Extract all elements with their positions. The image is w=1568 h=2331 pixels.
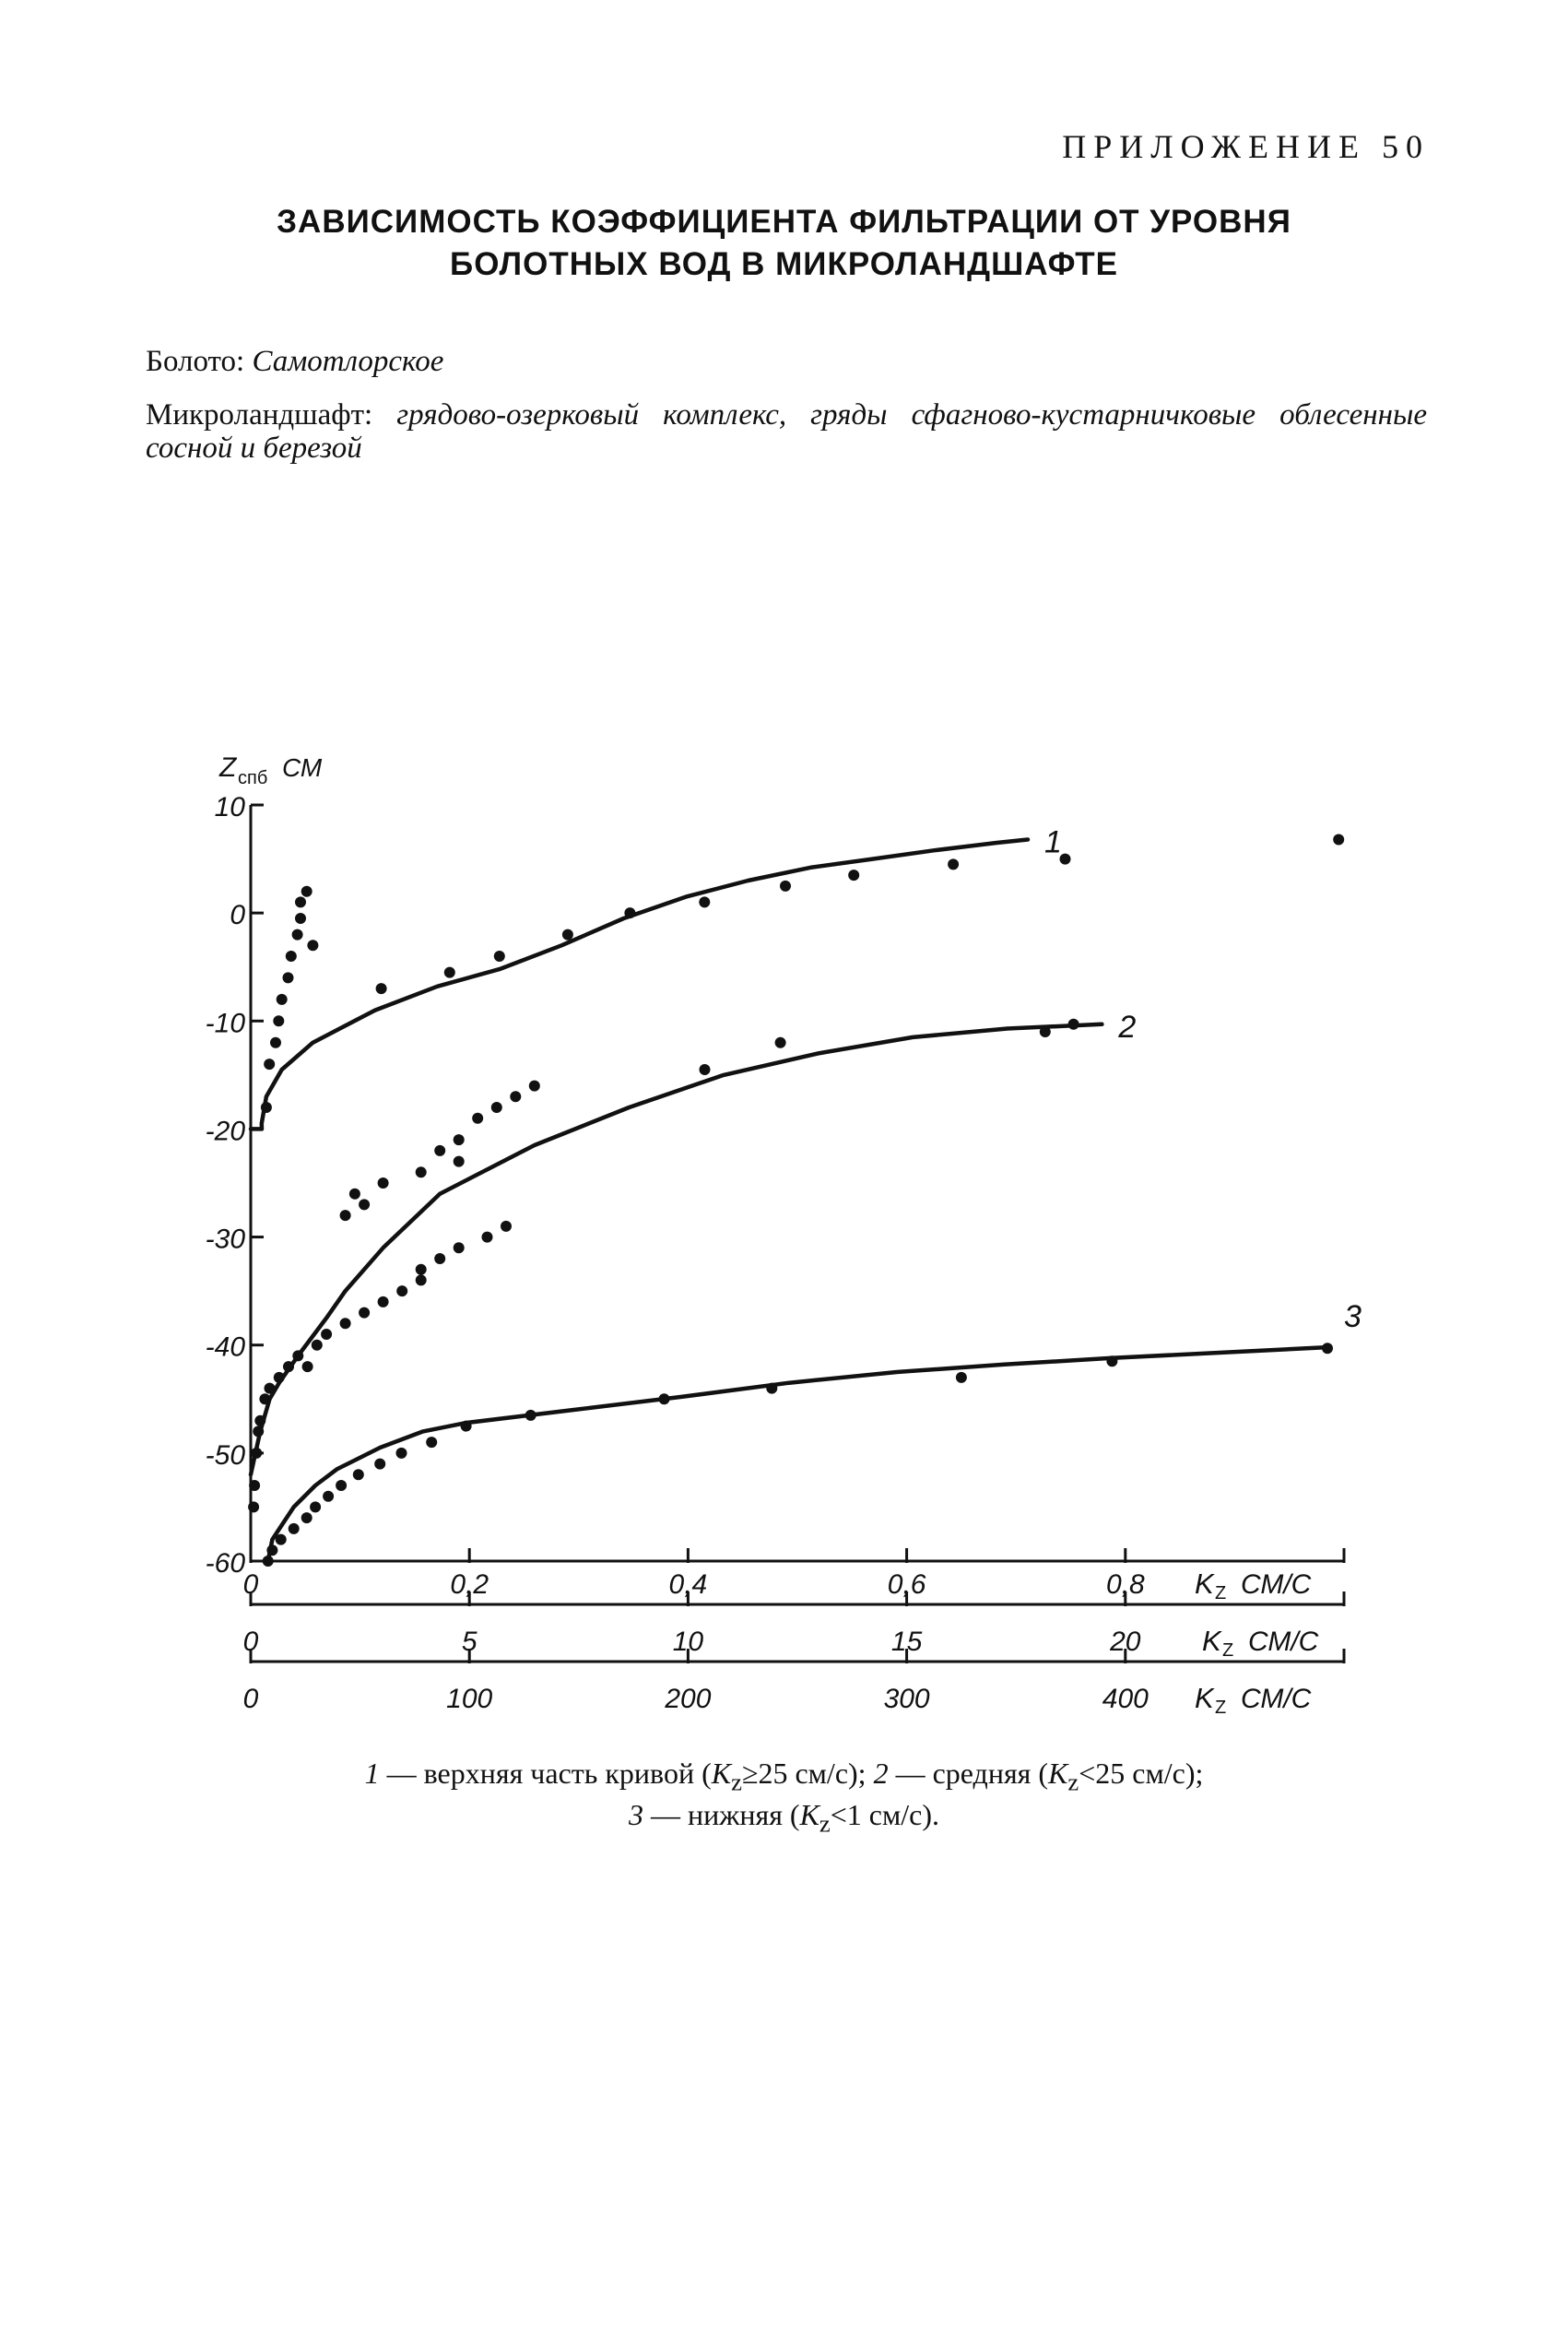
data-point-series-3 [766,1383,777,1394]
data-point-series-2 [1040,1026,1051,1037]
data-point-series-2 [775,1037,786,1048]
x-axis-title-sub: Z [1215,1698,1227,1718]
x-tick-label: 400 [1102,1684,1149,1714]
data-point-series-3 [426,1437,437,1448]
data-point-series-3 [956,1372,967,1383]
data-point-series-2 [416,1166,427,1177]
caption-line-1 [0,1757,1568,1798]
data-point-series-1 [848,870,859,881]
data-point-series-3 [525,1410,536,1421]
data-point-series-2 [529,1081,540,1092]
data-point-series-1 [376,983,387,994]
data-point-series-2 [434,1145,445,1156]
x-axis-title: K [1195,1682,1214,1714]
data-point-series-2 [416,1264,427,1275]
x-tick-label: 0 [242,1569,259,1600]
data-point-series-2 [274,1372,285,1383]
data-point-series-2 [340,1318,351,1329]
data-point-series-2 [454,1156,465,1167]
data-point-series-3 [323,1491,334,1502]
x-tick-label: 5 [461,1627,477,1657]
caption-text-1b: ≥25 см/с); [741,1757,874,1790]
caption-text-1: — верхняя часть кривой ( [379,1757,712,1790]
data-point-series-1 [273,1015,284,1026]
data-point-series-2 [283,1361,294,1372]
x-tick-label: 0 [242,1627,259,1657]
data-point-series-1 [270,1037,281,1048]
caption-k-3: K [799,1798,819,1832]
data-point-series-2 [249,1480,260,1491]
data-point-series-2 [321,1329,332,1340]
data-point-series-2 [349,1189,360,1200]
title-line-1: ЗАВИСИМОСТЬ КОЭФФИЦИЕНТА ФИЛЬТРАЦИИ ОТ УРОВНЯ [277,204,1291,240]
data-point-series-2 [312,1340,323,1351]
data-point-series-1 [295,896,306,907]
data-point-series-2 [472,1113,483,1124]
x-tick-label: 100 [446,1684,493,1714]
series-label-2: 2 [1118,1009,1137,1045]
swamp-label: Болото: [146,345,245,378]
data-point-series-2 [510,1091,521,1102]
x-tick-label: 0,2 [450,1569,489,1600]
data-point-series-2 [359,1199,370,1210]
data-point-series-2 [302,1361,313,1372]
swamp-value: Самотлорское [252,345,444,378]
appendix-number: ПРИЛОЖЕНИЕ 50 [1062,128,1430,165]
data-point-series-3 [266,1544,277,1556]
data-point-series-2 [1068,1019,1079,1030]
x-axis-title-sub: Z [1222,1640,1234,1661]
caption-text-3: — нижняя ( [643,1798,800,1832]
data-point-series-2 [416,1274,427,1285]
data-point-series-2 [501,1221,512,1232]
data-point-series-2 [359,1307,370,1319]
caption-sub-2: z [1067,1768,1079,1796]
microlandscape-label: Микроландшафт: [146,398,373,432]
y-tick-label: -30 [205,1224,245,1255]
series-line-1 [251,840,1028,1130]
data-point-series-3 [310,1501,321,1512]
caption-text-2: — средняя ( [888,1757,1049,1790]
title-line-2: БОЛОТНЫХ ВОД В МИКРОЛАНДШАФТЕ [450,246,1118,282]
data-point-series-2 [253,1426,264,1437]
data-point-series-3 [1322,1343,1333,1354]
caption-sub-1: z [731,1768,742,1796]
caption-sub-3: z [819,1809,831,1838]
caption-num-3: 3 [628,1798,643,1832]
data-point-series-1 [295,913,306,924]
data-point-series-1 [292,929,303,941]
caption-num-2: 2 [873,1757,889,1790]
microlandscape-value: грядово-озерковый комплекс, гряды сфагново-кустарничковые облесенные сосной и березой [146,398,1427,465]
figure-caption [0,1757,1568,1840]
data-point-series-3 [289,1523,300,1534]
caption-k-2: K [1048,1757,1068,1790]
data-point-series-1 [699,896,710,907]
data-point-series-2 [251,1448,262,1459]
data-point-series-1 [286,951,297,962]
data-point-series-3 [276,1534,287,1545]
data-point-series-2 [454,1134,465,1145]
data-point-series-2 [396,1285,407,1296]
y-tick-label: 0 [230,900,245,931]
y-axis-unit: СМ [282,753,323,782]
x-tick-label: 300 [883,1684,930,1714]
caption-line-2 [0,1798,1568,1840]
data-point-series-1 [494,951,505,962]
x-axis-title-sub: Z [1215,1583,1227,1603]
data-point-series-2 [259,1393,270,1404]
data-point-series-2 [340,1210,351,1221]
x-tick-label: 10 [672,1627,704,1657]
data-point-series-1 [780,881,791,892]
data-point-series-2 [265,1383,276,1394]
data-point-series-3 [374,1459,385,1470]
x-tick-label: 0 [242,1684,259,1714]
x-axis-title: K [1202,1625,1221,1657]
data-point-series-3 [1106,1355,1117,1367]
data-point-series-3 [353,1469,364,1480]
data-point-series-1 [277,994,288,1005]
data-point-series-1 [283,972,294,983]
data-point-series-1 [307,940,318,951]
x-tick-label: 0,8 [1105,1569,1145,1600]
data-point-series-2 [482,1232,493,1243]
y-axis-title-sub: спб [238,768,268,788]
y-tick-label: -20 [205,1116,245,1147]
data-point-series-3 [659,1393,670,1404]
data-point-series-2 [378,1177,389,1189]
data-point-series-2 [700,1064,711,1075]
data-point-series-2 [254,1415,265,1426]
x-axis-unit: СМ/С [1248,1627,1319,1657]
x-tick-label: 0,6 [887,1569,926,1600]
x-tick-label: 0,4 [668,1569,708,1600]
caption-k-1: K [711,1757,732,1790]
x-tick-label: 200 [665,1684,712,1714]
caption-text-3b: <1 см/с). [830,1798,939,1832]
data-point-series-3 [396,1448,407,1459]
y-axis-title: Z [219,752,237,783]
series-label-3: 3 [1344,1299,1362,1335]
data-point-series-2 [454,1242,465,1253]
series-label-1: 1 [1044,824,1062,860]
data-point-series-3 [336,1480,347,1491]
data-point-series-3 [461,1421,472,1432]
caption-num-1: 1 [364,1757,380,1790]
y-tick-label: -10 [205,1008,245,1039]
x-axis-unit: СМ/С [1241,1569,1312,1600]
data-point-series-1 [444,967,455,978]
data-point-series-2 [491,1102,502,1113]
data-point-series-1 [948,858,959,870]
data-point-series-2 [378,1296,389,1307]
x-tick-label: 15 [890,1627,923,1657]
y-tick-label: -50 [205,1439,245,1471]
data-point-series-3 [301,1512,312,1523]
data-point-series-1 [261,1102,272,1113]
data-point-series-1 [301,886,312,897]
y-tick-label: -40 [205,1331,245,1363]
data-point-series-1 [562,929,573,941]
data-point-series-2 [248,1501,259,1512]
data-point-series-2 [434,1253,445,1264]
x-tick-label: 20 [1110,1627,1141,1657]
data-point-series-1 [264,1059,275,1070]
y-tick-label: 10 [214,792,245,822]
data-point-series-1 [624,907,635,918]
caption-text-2b: <25 см/с); [1079,1757,1204,1790]
series-line-3 [268,1347,1327,1561]
data-point-series-3 [263,1556,274,1567]
x-axis-title: K [1195,1568,1214,1600]
data-point-series-1 [1333,834,1344,846]
x-axis-unit: СМ/С [1241,1684,1312,1714]
series-line-2 [251,1024,1102,1475]
y-tick-label: -60 [205,1548,245,1579]
data-point-series-2 [292,1350,303,1361]
